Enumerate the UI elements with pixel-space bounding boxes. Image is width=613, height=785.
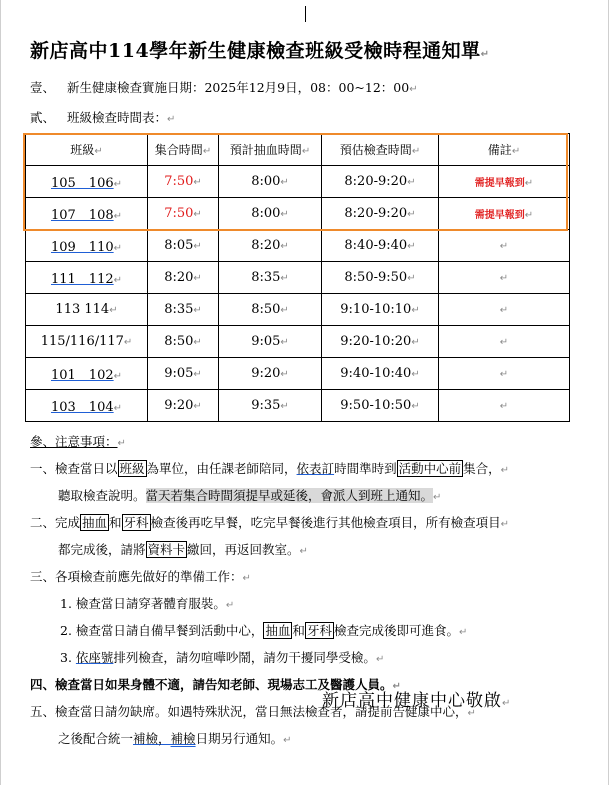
header-gather-time[interactable]: 集合時間↵ [148,134,219,166]
document-title[interactable]: 新店高中114學年新生健康檢查班級受檢時程通知單↵ [30,40,490,62]
signature[interactable]: 新店高中健康中心敬啟↵ [322,691,512,711]
note-item-4: 四、檢查當日如果身體不適，請告知老師、現場志工及醫護人員。↵ [30,677,401,692]
header-note[interactable]: 備註↵ [439,134,570,166]
cell-blood-time[interactable]: 9:20↵ [219,358,322,390]
table-row [26,166,570,198]
note-item-2-cont: 都完成後，請將 資料卡 繳回，再返回教室。↵ [58,542,308,557]
table-row [26,358,570,390]
note-item-3-sub-2: 2. 檢查當日請自備早餐到活動中心， 抽血 和 牙科 檢查完成後即可進食。↵ [60,623,468,638]
cell-note[interactable]: ↵ [439,390,570,422]
page-edge [0,0,1,785]
cell-gather-time[interactable]: 9:05↵ [148,358,219,390]
note-item-5-cont: 之後配合統一補檢，補檢日期另行通知。↵ [58,731,292,746]
cell-note[interactable]: ↵ [439,294,570,326]
note-item-1: 一、檢查當日以 班級 為單位，由任課老師陪同，依表訂時間準時到 活動中心前 集合，↵ [30,461,509,476]
cell-check-time[interactable]: 9:50-10:50↵ [322,390,439,422]
cell-class[interactable]: 109 110↵ [26,230,148,262]
cell-gather-time[interactable]: 7:50↵ [148,198,219,230]
cell-gather-time[interactable]: 9:20↵ [148,390,219,422]
cell-check-time[interactable]: 8:40-9:40↵ [322,230,439,262]
table-row [26,390,570,422]
cell-gather-time[interactable]: 8:35↵ [148,294,219,326]
table-row [26,294,570,326]
note-item-3: 三、各項檢查前應先做好的準備工作：↵ [30,569,251,584]
cell-note[interactable]: ↵ [439,326,570,358]
cell-gather-time[interactable]: 8:50↵ [148,326,219,358]
cell-class[interactable]: 115/116/117↵ [26,326,148,358]
header-check-time[interactable]: 預估檢查時間↵ [322,134,439,166]
cell-check-time[interactable]: 9:20-10:20↵ [322,326,439,358]
cell-check-time[interactable]: 9:40-10:40↵ [322,358,439,390]
header-class[interactable]: 班級↵ [26,134,148,166]
cell-gather-time[interactable]: 8:20↵ [148,262,219,294]
cell-blood-time[interactable]: 8:00↵ [219,166,322,198]
table-header-row [26,134,570,166]
cell-note[interactable]: ↵ [439,358,570,390]
cell-check-time[interactable]: 8:20-9:20↵ [322,198,439,230]
table-row [26,326,570,358]
cell-blood-time[interactable]: 9:05↵ [219,326,322,358]
cell-class[interactable]: 107 108↵ [26,198,148,230]
note-item-3-sub-3: 3. 依座號排列檢查，請勿喧嘩吵鬧，請勿干擾同學受檢。↵ [60,650,385,665]
cell-class[interactable]: 101 102↵ [26,358,148,390]
text-cursor [305,6,306,22]
schedule-table[interactable] [25,133,570,422]
notes-heading: 參、注意事項：↵ [30,434,126,449]
note-item-5: 五、檢查當日請勿缺席。如遇特殊狀況，當日無法檢查者，請提前告健康中心，↵ [30,704,476,719]
cell-blood-time[interactable]: 8:20↵ [219,230,322,262]
cell-class[interactable]: 113 114↵ [26,294,148,326]
cell-check-time[interactable]: 9:10-10:10↵ [322,294,439,326]
cell-note[interactable]: 需提早報到↵ [439,166,570,198]
cell-class[interactable]: 103 104↵ [26,390,148,422]
note-item-3-sub-1: 1. 檢查當日請穿著體育服裝。↵ [60,596,235,611]
cell-blood-time[interactable]: 8:50↵ [219,294,322,326]
table-row [26,262,570,294]
cell-gather-time[interactable]: 7:50↵ [148,166,219,198]
cell-note[interactable]: 需提早報到↵ [439,198,570,230]
note-item-1-cont: 聽取檢查說明。當天若集合時間須提早或延後，會派人到班上通知。↵ [58,488,442,503]
cell-blood-time[interactable]: 9:35↵ [219,390,322,422]
cell-class[interactable]: 111 112↵ [26,262,148,294]
cell-note[interactable]: ↵ [439,230,570,262]
cell-blood-time[interactable]: 8:00↵ [219,198,322,230]
section-1[interactable]: 壹、 新生健康檢查實施日期：2025年12月9日，08：00~12：00↵ [30,80,418,95]
cell-check-time[interactable]: 8:50-9:50↵ [322,262,439,294]
cell-blood-time[interactable]: 8:35↵ [219,262,322,294]
cell-check-time[interactable]: 8:20-9:20↵ [322,166,439,198]
section-2[interactable]: 貳、 班級檢查時間表：↵ [30,110,176,125]
cell-note[interactable]: ↵ [439,262,570,294]
cell-gather-time[interactable]: 8:05↵ [148,230,219,262]
page-edge [608,0,609,785]
note-item-2: 二、完成 抽血 和 牙科 檢查後再吃早餐，吃完早餐後進行其他檢查項目，所有檢查項目↵ [30,515,509,530]
table-row [26,230,570,262]
header-blood-time[interactable]: 預計抽血時間↵ [219,134,322,166]
table-row [26,198,570,230]
cell-class[interactable]: 105 106↵ [26,166,148,198]
